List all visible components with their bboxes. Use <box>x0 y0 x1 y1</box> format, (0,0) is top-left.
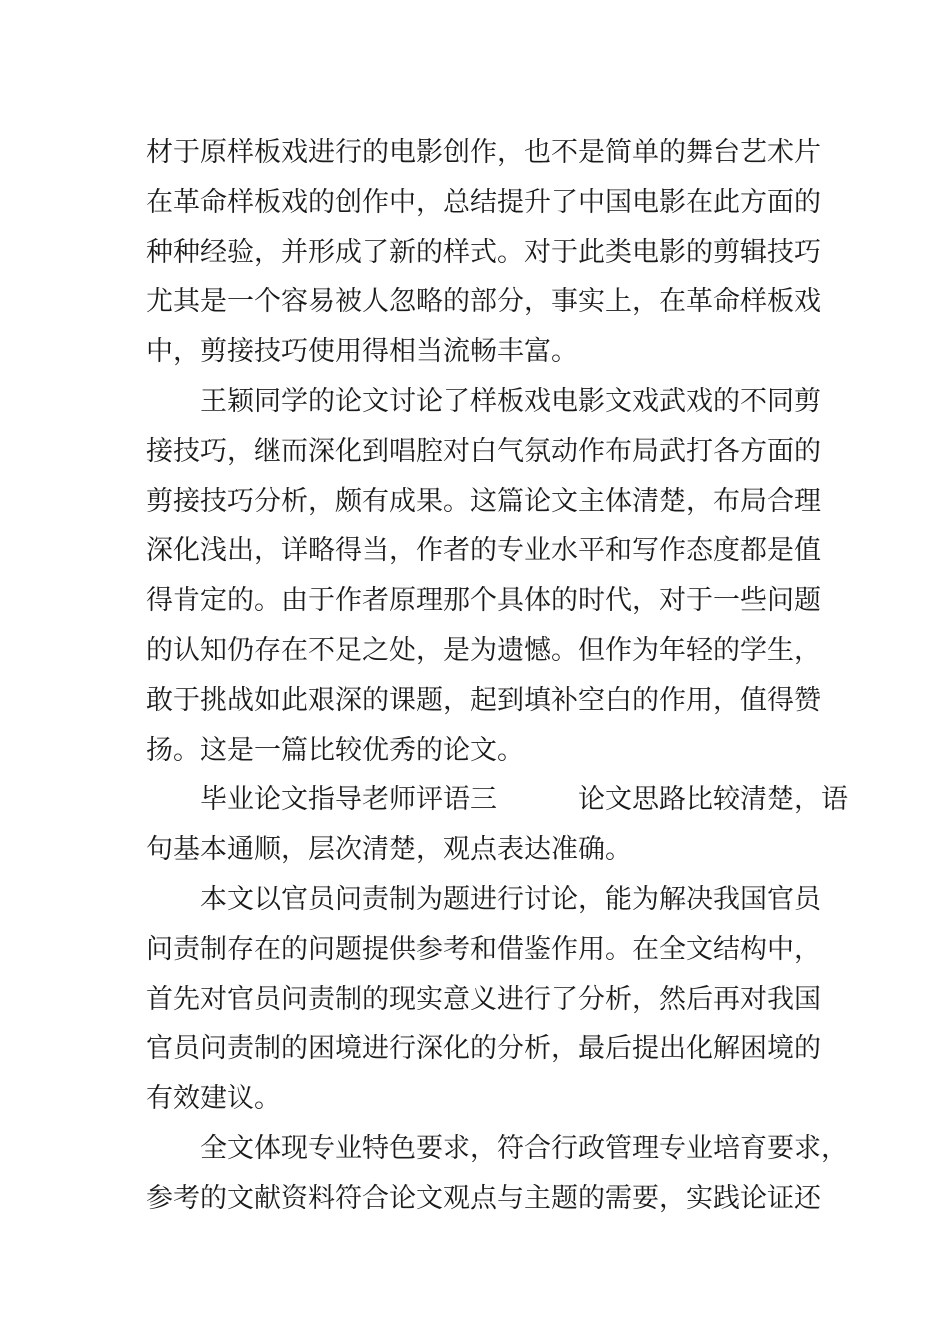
text-line: 参考的文献资料符合论文观点与主题的需要，实践论证还 <box>146 1182 821 1214</box>
text-line: 有效建议。 <box>146 1083 281 1115</box>
text-line: 尤其是一个容易被人忽略的部分，事实上，在革命样板戏 <box>146 286 821 318</box>
text-line: 剪接技巧分析，颇有成果。这篇论文主体清楚，布局合理 <box>146 485 821 517</box>
text-line: 在革命样板戏的创作中，总结提升了中国电影在此方面的 <box>146 186 821 218</box>
text-line: 首先对官员问责制的现实意义进行了分析，然后再对我国 <box>146 983 821 1015</box>
text-line: 中，剪接技巧使用得相当流畅丰富。 <box>146 336 578 368</box>
text-line: 得肯定的。由于作者原理那个具体的时代，对于一些问题 <box>146 585 821 617</box>
document-body <box>146 128 848 1224</box>
text-line: 句基本通顺，层次清楚，观点表达准确。 <box>146 834 632 866</box>
text-line: 毕业论文指导老师评语三 论文思路比较清楚，语 <box>146 784 848 816</box>
text-line: 接技巧，继而深化到唱腔对白气氛动作布局武打各方面的 <box>146 435 821 467</box>
text-line: 扬。这是一篇比较优秀的论文。 <box>146 734 524 766</box>
text-line: 王颖同学的论文讨论了样板戏电影文戏武戏的不同剪 <box>146 385 821 417</box>
text-line: 问责制存在的问题提供参考和借鉴作用。在全文结构中， <box>146 933 821 965</box>
text-line: 官员问责制的困境进行深化的分析，最后提出化解困境的 <box>146 1033 821 1065</box>
text-line: 本文以官员问责制为题进行讨论，能为解决我国官员 <box>146 883 821 915</box>
text-line: 材于原样板戏进行的电影创作，也不是简单的舞台艺术片 <box>146 137 821 168</box>
text-line: 的认知仍存在不足之处，是为遗憾。但作为年轻的学生， <box>146 634 821 666</box>
text-line: 种种经验，并形成了新的样式。对于此类电影的剪辑技巧 <box>146 236 821 268</box>
text-line: 深化浅出，详略得当，作者的专业水平和写作态度都是值 <box>146 535 821 567</box>
text-line: 全文体现专业特色要求，符合行政管理专业培育要求， <box>146 1132 848 1164</box>
text-line: 敢于挑战如此艰深的课题，起到填补空白的作用，值得赞 <box>146 684 821 716</box>
